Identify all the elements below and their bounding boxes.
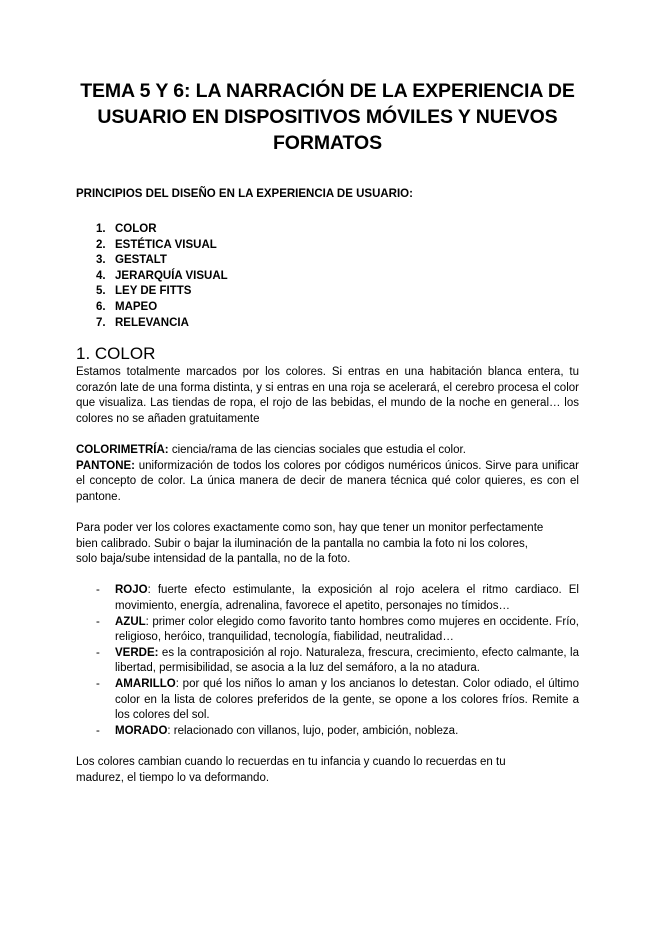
definition: : relacionado con villanos, lujo, poder, ambición, nobleza. bbox=[167, 724, 459, 737]
title-line: USUARIO EN DISPOSITIVOS MÓVILES Y NUEVOS bbox=[97, 106, 558, 128]
list-item bbox=[96, 583, 579, 614]
item-number: 1. bbox=[96, 223, 106, 235]
item-label: RELEVANCIA bbox=[115, 316, 189, 329]
colorimetria-paragraph bbox=[76, 443, 579, 459]
bullet-dash: - bbox=[96, 584, 100, 597]
definition: ciencia/rama de las ciencias sociales que estudia el color. bbox=[168, 444, 466, 457]
item-label: ESTÉTICA VISUAL bbox=[115, 238, 217, 251]
term: MORADO bbox=[115, 724, 168, 737]
item-label: LEY DE FITTS bbox=[115, 285, 192, 298]
list-item bbox=[96, 222, 579, 238]
closing-paragraph bbox=[76, 755, 579, 786]
list-item bbox=[96, 238, 579, 254]
list-item bbox=[96, 646, 579, 677]
definition: es la contraposición al rojo. Naturaleza, frescura, crecimiento, efecto calmante, la libertad, permisibilidad, se asocia a la luz del semáforo, a la no atadura. bbox=[115, 646, 579, 675]
paragraph-line: madurez, el tiempo lo va deformando. bbox=[76, 771, 270, 784]
section-heading-color: 1. COLOR bbox=[76, 344, 156, 364]
paragraph-line: bien calibrado. Subir o bajar la iluminación de la pantalla no cambia la foto ni los colores, bbox=[76, 537, 528, 550]
item-number: 7. bbox=[96, 316, 106, 329]
item-number: 6. bbox=[96, 300, 106, 313]
principles-subtitle: PRINCIPIOS DEL DISEÑO EN LA EXPERIENCIA DE USUARIO: bbox=[76, 188, 413, 200]
document-title bbox=[76, 78, 579, 156]
bullet-dash: - bbox=[96, 724, 100, 737]
item-number: 4. bbox=[96, 269, 106, 282]
definition: : primer color elegido como favorito tanto hombres como mujeres en occidente. Frío, religioso, heróico, tranquilidad, tecnología, fiabilidad, neutralidad… bbox=[115, 615, 579, 644]
definition: : por qué los niños lo aman y los ancianos lo detestan. Color odiado, el último color en la lista de colores preferidos de la gente, se opone a los colores fríos. Remite a los colores del sol. bbox=[115, 678, 579, 722]
paragraph-line: Para poder ver los colores exactamente como son, hay que tener un monitor perfectamente bbox=[76, 522, 544, 535]
definition: uniformización de todos los colores por códigos numéricos únicos. Sirve para unificar el concepto de color. La única manera de decir de manera técnica qué color quieres, es con el pantone. bbox=[76, 459, 579, 503]
monitor-paragraph bbox=[76, 521, 579, 568]
term: PANTONE: bbox=[76, 459, 135, 472]
item-number: 5. bbox=[96, 285, 106, 298]
intro-paragraph: Estamos totalmente marcados por los colores. Si entras en una habitación blanca entera, tu corazón late de una forma distinta, y si entras en una roja se acelerará, el cerebro procesa el color que visualiza. Las tiendas de ropa, el rojo de las bebidas, el mundo de la noche en general… los colores no se añaden gratuitamente bbox=[76, 366, 579, 425]
document-page bbox=[0, 78, 655, 926]
item-number: 3. bbox=[96, 254, 106, 267]
title-line: TEMA 5 Y 6: LA NARRACIÓN DE LA EXPERIENCIA DE bbox=[80, 80, 575, 102]
item-label: JERARQUÍA VISUAL bbox=[115, 269, 228, 282]
list-item bbox=[96, 316, 579, 332]
term: ROJO bbox=[115, 584, 148, 597]
list-item bbox=[96, 615, 579, 646]
bullet-dash: - bbox=[96, 678, 100, 691]
list-item bbox=[96, 269, 579, 285]
paragraph-line: Los colores cambian cuando lo recuerdas en tu infancia y cuando lo recuerdas en tu bbox=[76, 756, 506, 768]
principles-list bbox=[76, 222, 579, 331]
term: AMARILLO bbox=[115, 678, 176, 691]
definition: : fuerte efecto estimulante, la exposición al rojo acelera el ritmo cardiaco. El movimiento, energía, adrenalina, favorece el apetito, personajes no tímidos… bbox=[115, 584, 579, 613]
paragraph-line: solo baja/sube intensidad de la pantalla, no de la foto. bbox=[76, 553, 351, 566]
item-label: MAPEO bbox=[115, 300, 158, 313]
term: VERDE: bbox=[115, 646, 159, 659]
bullet-dash: - bbox=[96, 646, 100, 659]
term: AZUL bbox=[115, 615, 146, 628]
list-item bbox=[96, 253, 579, 269]
item-label: GESTALT bbox=[115, 254, 167, 267]
item-number: 2. bbox=[96, 238, 106, 251]
list-item bbox=[96, 300, 579, 316]
color-meanings-list bbox=[76, 583, 579, 739]
term: COLORIMETRÍA: bbox=[76, 444, 169, 457]
title-line: FORMATOS bbox=[273, 132, 382, 154]
pantone-paragraph bbox=[76, 459, 579, 506]
item-label: COLOR bbox=[115, 223, 157, 235]
list-item bbox=[96, 724, 579, 740]
list-item bbox=[96, 284, 579, 300]
list-item bbox=[96, 677, 579, 724]
bullet-dash: - bbox=[96, 615, 100, 628]
